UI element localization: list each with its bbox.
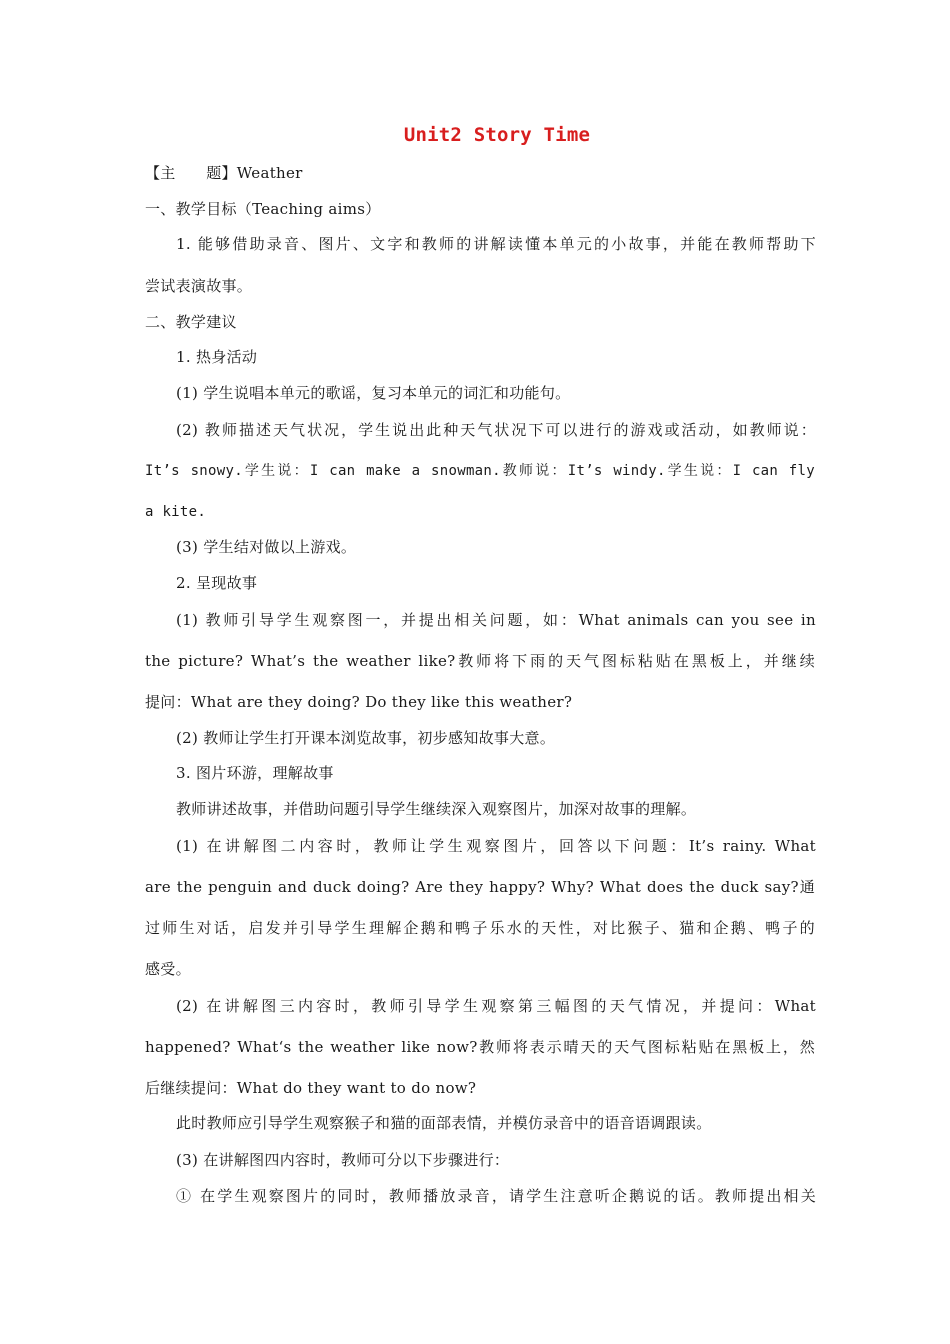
- paragraph-line: 后继续提问：What do they want to do now?: [145, 1079, 477, 1097]
- paragraph-line: (2) 教师描述天气状况，学生说出此种天气状况下可以进行的游戏或活动，如教师说：: [176, 421, 816, 439]
- paragraph-line: (1) 学生说唱本单元的歌谣，复习本单元的词汇和功能句。: [176, 384, 571, 402]
- section-heading-aims: 一、教学目标（Teaching aims）: [145, 200, 381, 218]
- subheading-picture-walk: 3. 图片环游，理解故事: [176, 764, 334, 782]
- topic-line: 【主 题】Weather: [145, 164, 303, 182]
- subheading-warmup: 1. 热身活动: [176, 348, 258, 366]
- subheading-present-story: 2. 呈现故事: [176, 574, 258, 592]
- paragraph-line: 此时教师应引导学生观察猴子和猫的面部表情，并模仿录音中的语音语调跟读。: [176, 1114, 712, 1132]
- paragraph-line: (2) 教师让学生打开课本浏览故事，初步感知故事大意。: [176, 729, 556, 747]
- paragraph-line: the picture? What’s the weather like?教师将下雨的天气图标粘贴在黑板上，并继续: [145, 652, 815, 670]
- paragraph-line: ① 在学生观察图片的同时，教师播放录音，请学生注意听企鹅说的话。教师提出相关: [176, 1187, 816, 1205]
- paragraph-line: happened? What‘s the weather like now?教师将表示晴天的天气图标粘贴在黑板上，然: [145, 1038, 815, 1056]
- paragraph-line: are the penguin and duck doing? Are they happy? Why? What does the duck say?通: [145, 878, 815, 896]
- paragraph-line: 感受。: [145, 960, 191, 978]
- paragraph-line: (1) 教师引导学生观察图一，并提出相关问题，如：What animals can you see in: [176, 611, 816, 629]
- paragraph-line: 过师生对话，启发并引导学生理解企鹅和鸭子乐水的天性，对比猴子、猫和企鹅、鸭子的: [145, 919, 815, 937]
- paragraph-line: (3) 学生结对做以上游戏。: [176, 538, 357, 556]
- paragraph-line: (1) 在讲解图二内容时，教师让学生观察图片，回答以下问题：It’s rainy. What: [176, 837, 816, 855]
- paragraph-line: 1. 能够借助录音、图片、文字和教师的讲解读懂本单元的小故事，并能在教师帮助下: [176, 235, 816, 253]
- section-heading-suggestions: 二、教学建议: [145, 313, 237, 331]
- paragraph-line: a kite.: [145, 504, 207, 520]
- paragraph-line: 尝试表演故事。: [145, 277, 253, 295]
- paragraph-line: (3) 在讲解图四内容时，教师可分以下步骤进行：: [176, 1151, 510, 1169]
- paragraph-line: (2) 在讲解图三内容时，教师引导学生观察第三幅图的天气情况，并提问：What: [176, 997, 816, 1015]
- paragraph-line: 提问：What are they doing? Do they like this weather?: [145, 693, 573, 711]
- document-title: Unit2 Story Time: [403, 124, 591, 146]
- paragraph-line: It’s snowy.学生说：I can make a snowman.教师说：It’s windy.学生说：I can fly: [145, 463, 815, 479]
- paragraph-line: 教师讲述故事，并借助问题引导学生继续深入观察图片，加深对故事的理解。: [176, 800, 697, 818]
